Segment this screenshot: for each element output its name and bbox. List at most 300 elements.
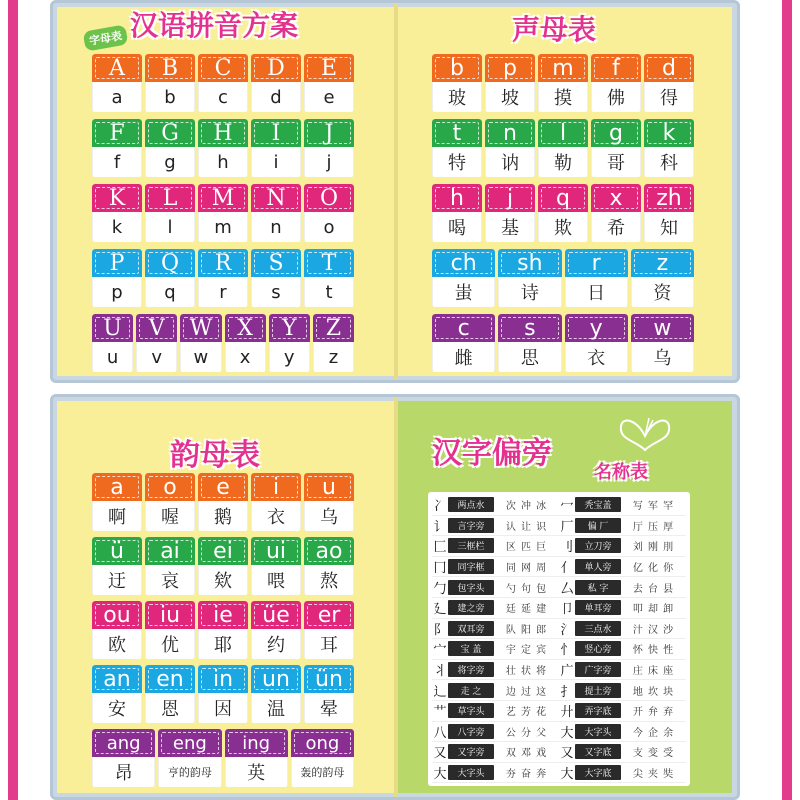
alphabet-lower: n	[251, 212, 301, 242]
radical-entry	[432, 639, 559, 658]
finals-cell	[158, 729, 221, 787]
radical-symbol: 勹	[433, 581, 447, 597]
radical-name: 竖心旁	[575, 641, 621, 656]
finals-upper: ing	[225, 729, 288, 757]
alphabet-upper: W	[180, 314, 221, 342]
initials-lower: 基	[485, 212, 535, 242]
initials-cell	[538, 119, 588, 177]
radical-symbol: 大	[560, 725, 574, 741]
radical-examples: 庄 床 座	[632, 666, 675, 678]
finals-upper: ao	[304, 537, 354, 565]
alphabet-cell	[92, 249, 142, 307]
radical-row	[432, 701, 686, 722]
finals-upper: in	[198, 665, 248, 693]
initials-lower: 衣	[565, 342, 628, 372]
radical-name: 又字旁	[448, 744, 494, 759]
alphabet-lower: e	[304, 82, 354, 112]
radical-name: 又字底	[575, 744, 621, 759]
radical-symbol: 亻	[560, 561, 574, 577]
initials-upper: g	[591, 119, 641, 147]
initials-cell	[565, 249, 628, 307]
initials-row	[432, 119, 694, 177]
finals-upper: an	[92, 665, 142, 693]
radical-name: 宝 盖	[448, 641, 494, 656]
alphabet-cell	[145, 249, 195, 307]
finals-cell	[251, 665, 301, 723]
alphabet-cell	[92, 184, 142, 242]
finals-cell	[291, 729, 354, 787]
finals-cell	[92, 729, 155, 787]
radical-entry	[559, 681, 686, 700]
radical-entry	[432, 536, 559, 555]
initials-lower: 知	[644, 212, 694, 242]
radical-examples: 去 台 县	[632, 583, 675, 595]
radical-row	[432, 577, 686, 598]
radical-examples: 地 坎 块	[632, 686, 675, 698]
radical-name: 提土旁	[575, 683, 621, 698]
radical-symbol: 讠	[433, 519, 447, 535]
alphabet-lower: i	[251, 147, 301, 177]
radical-name: 私 字	[575, 580, 621, 595]
alphabet-title: 汉语拼音方案	[130, 9, 299, 42]
finals-upper: ei	[198, 537, 248, 565]
finals-row	[92, 601, 354, 659]
initials-upper: p	[485, 54, 535, 82]
alphabet-upper: V	[136, 314, 177, 342]
finals-upper: ui	[251, 537, 301, 565]
initials-title: 声母表	[512, 13, 597, 46]
initials-cell	[498, 249, 561, 307]
alphabet-row	[92, 119, 354, 177]
initials-lower: 讷	[485, 147, 535, 177]
finals-lower: 轰的韵母	[291, 757, 354, 787]
finals-cell	[304, 601, 354, 659]
radical-entry	[559, 619, 686, 638]
alphabet-cell	[198, 184, 248, 242]
radical-examples: 壮 状 将	[505, 666, 548, 678]
radical-name: 弄字底	[575, 703, 621, 718]
radical-symbol: 刂	[560, 540, 574, 556]
radical-entry	[559, 639, 686, 658]
initials-cell	[631, 249, 694, 307]
initials-upper: r	[565, 249, 628, 277]
radical-name: 同字框	[448, 559, 494, 574]
radical-entry	[559, 598, 686, 617]
radical-entry	[432, 722, 559, 741]
alphabet-lower: q	[145, 277, 195, 307]
alphabet-upper: Z	[313, 314, 354, 342]
finals-upper: ong	[291, 729, 354, 757]
alphabet-upper: I	[251, 119, 301, 147]
initials-cell	[538, 184, 588, 242]
initials-upper: d	[644, 54, 694, 82]
finals-row	[92, 537, 354, 595]
radical-row	[432, 495, 686, 516]
radical-examples: 开 弁 弃	[632, 707, 675, 719]
radical-name: 大字头	[448, 765, 494, 780]
radical-row	[432, 598, 686, 619]
radical-symbol: 匚	[433, 540, 447, 556]
initials-cell	[591, 119, 641, 177]
initials-upper: y	[565, 314, 628, 342]
finals-upper: en	[145, 665, 195, 693]
radical-name: 建之旁	[448, 600, 494, 615]
alphabet-grid	[92, 54, 354, 372]
radical-examples: 区 匹 巨	[505, 542, 548, 554]
initials-lower: 喝	[432, 212, 482, 242]
finals-cell	[304, 665, 354, 723]
finals-lower: 乌	[304, 501, 354, 531]
initials-lower: 佛	[591, 82, 641, 112]
initials-cell	[644, 119, 694, 177]
finals-title: 韵母表	[170, 438, 260, 473]
radical-entry	[432, 763, 559, 782]
finals-row	[92, 665, 354, 723]
radical-row	[432, 516, 686, 537]
radical-symbol: 廾	[560, 705, 574, 721]
alphabet-upper: R	[198, 249, 248, 277]
finals-upper: a	[92, 473, 142, 501]
initials-upper: c	[432, 314, 495, 342]
finals-lower: 晕	[304, 693, 354, 723]
finals-lower: 温	[251, 693, 301, 723]
radical-entry	[559, 495, 686, 514]
finals-lower: 鹅	[198, 501, 248, 531]
alphabet-upper: D	[251, 54, 301, 82]
radicals-subtitle: 名称表	[594, 462, 648, 483]
finals-lower: 喔	[145, 501, 195, 531]
initials-cell	[565, 314, 628, 372]
alphabet-cell	[145, 54, 195, 112]
alphabet-upper: U	[92, 314, 133, 342]
initials-cell	[432, 119, 482, 177]
alphabet-cell	[304, 249, 354, 307]
finals-lower: 欸	[198, 565, 248, 595]
finals-lower: 优	[145, 629, 195, 659]
initials-lower: 摸	[538, 82, 588, 112]
finals-lower: 昂	[92, 757, 155, 787]
alphabet-lower: c	[198, 82, 248, 112]
initials-upper: l	[538, 119, 588, 147]
finals-lower: 迂	[92, 565, 142, 595]
alphabet-cell	[92, 314, 133, 372]
finals-cell	[198, 473, 248, 531]
radical-name: 大字头	[575, 724, 621, 739]
initials-row	[432, 249, 694, 307]
alphabet-lower: m	[198, 212, 248, 242]
alphabet-cell	[251, 184, 301, 242]
alphabet-upper: L	[145, 184, 195, 212]
alphabet-lower: r	[198, 277, 248, 307]
initials-cell	[591, 54, 641, 112]
radical-symbol: 厶	[560, 581, 574, 597]
initials-lower: 得	[644, 82, 694, 112]
radical-symbol: 扌	[560, 684, 574, 700]
radical-name: 草字头	[448, 703, 494, 718]
initials-cell	[432, 184, 482, 242]
alphabet-cell	[304, 54, 354, 112]
alphabet-upper: P	[92, 249, 142, 277]
finals-grid	[92, 473, 354, 787]
initials-cell	[591, 184, 641, 242]
initials-upper: t	[432, 119, 482, 147]
radical-row	[432, 619, 686, 640]
finals-cell	[145, 665, 195, 723]
initials-upper: zh	[644, 184, 694, 212]
initials-cell	[432, 54, 482, 112]
alphabet-cell	[251, 119, 301, 177]
alphabet-row	[92, 184, 354, 242]
initials-upper: n	[485, 119, 535, 147]
initials-grid	[432, 54, 694, 372]
finals-cell	[304, 537, 354, 595]
alphabet-tag: 字母表	[83, 24, 129, 51]
alphabet-upper: Q	[145, 249, 195, 277]
radical-name: 八字旁	[448, 724, 494, 739]
radical-row	[432, 639, 686, 660]
radical-entry	[559, 701, 686, 720]
initials-cell	[432, 314, 495, 372]
left-border	[8, 0, 18, 800]
radical-symbol: 卩	[560, 602, 574, 618]
alphabet-lower: p	[92, 277, 142, 307]
alphabet-lower: u	[92, 342, 133, 372]
radical-row	[432, 557, 686, 578]
alphabet-lower: b	[145, 82, 195, 112]
alphabet-cell	[225, 314, 266, 372]
finals-upper: ü	[92, 537, 142, 565]
finals-upper: o	[145, 473, 195, 501]
radical-examples: 支 变 受	[632, 748, 675, 760]
alphabet-cell	[251, 249, 301, 307]
radical-symbol: 丬	[433, 664, 447, 680]
initials-lower: 雌	[432, 342, 495, 372]
radical-examples: 汁 汉 沙	[632, 624, 675, 636]
radical-entry	[432, 681, 559, 700]
radical-examples: 次 冲 冰	[505, 501, 548, 513]
radical-row	[432, 660, 686, 681]
radical-name: 包字头	[448, 580, 494, 595]
radical-examples: 亿 化 你	[632, 563, 675, 575]
alphabet-upper: O	[304, 184, 354, 212]
alphabet-upper: M	[198, 184, 248, 212]
radical-symbol: 忄	[560, 643, 574, 659]
alphabet-row	[92, 314, 354, 372]
radical-name: 秃宝盖	[575, 497, 621, 512]
alphabet-upper: S	[251, 249, 301, 277]
radical-symbol: 宀	[433, 643, 447, 659]
right-border	[782, 0, 792, 800]
radicals-list	[428, 492, 690, 786]
alphabet-cell	[198, 54, 248, 112]
alphabet-lower: d	[251, 82, 301, 112]
radical-symbol: 大	[560, 767, 574, 783]
finals-upper: eng	[158, 729, 221, 757]
radical-examples: 夯 奋 奔	[505, 769, 548, 781]
alphabet-lower: l	[145, 212, 195, 242]
finals-lower: 亨的韵母	[158, 757, 221, 787]
radical-entry	[432, 516, 559, 535]
finals-lower: 欧	[92, 629, 142, 659]
radical-row	[432, 536, 686, 557]
finals-lower: 喂	[251, 565, 301, 595]
finals-cell	[92, 665, 142, 723]
initials-lower: 日	[565, 277, 628, 307]
radical-entry	[432, 701, 559, 720]
radical-name: 走 之	[448, 683, 494, 698]
initials-upper: z	[631, 249, 694, 277]
initials-cell	[432, 249, 495, 307]
alphabet-lower: j	[304, 147, 354, 177]
finals-upper: ang	[92, 729, 155, 757]
alphabet-cell	[145, 184, 195, 242]
finals-cell	[92, 601, 142, 659]
alphabet-upper: B	[145, 54, 195, 82]
finals-upper: ie	[198, 601, 248, 629]
radical-row	[432, 722, 686, 743]
finals-row	[92, 729, 354, 787]
finals-lower: 约	[251, 629, 301, 659]
finals-cell	[251, 601, 301, 659]
finals-lower: 因	[198, 693, 248, 723]
radical-symbol: 阝	[433, 622, 447, 638]
finals-upper: u	[304, 473, 354, 501]
radical-name: 单人旁	[575, 559, 621, 574]
radical-entry	[432, 742, 559, 761]
alphabet-upper: F	[92, 119, 142, 147]
finals-upper: un	[251, 665, 301, 693]
radical-entry	[432, 619, 559, 638]
alphabet-cell	[92, 119, 142, 177]
finals-upper: ün	[304, 665, 354, 693]
radical-examples: 尖 夹 奘	[632, 769, 675, 781]
initials-upper: sh	[498, 249, 561, 277]
radical-symbol: 又	[560, 746, 574, 762]
finals-upper: ou	[92, 601, 142, 629]
radical-symbol: 冖	[560, 499, 574, 515]
alphabet-row	[92, 249, 354, 307]
radical-examples: 边 过 这	[505, 686, 548, 698]
radical-symbol: 大	[433, 767, 447, 783]
alphabet-cell	[145, 119, 195, 177]
radical-row	[432, 742, 686, 763]
finals-lower: 恩	[145, 693, 195, 723]
radical-examples: 认 让 识	[505, 521, 548, 533]
radical-name: 三框栏	[448, 538, 494, 553]
initials-lower: 勒	[538, 147, 588, 177]
alphabet-cell	[198, 249, 248, 307]
radical-symbol: 冂	[433, 561, 447, 577]
initials-upper: b	[432, 54, 482, 82]
alphabet-lower: y	[269, 342, 310, 372]
alphabet-upper: A	[92, 54, 142, 82]
alphabet-lower: k	[92, 212, 142, 242]
radical-symbol: 氵	[560, 622, 574, 638]
finals-cell	[198, 537, 248, 595]
initials-cell	[631, 314, 694, 372]
radical-examples: 叩 却 卸	[632, 604, 675, 616]
initials-upper: h	[432, 184, 482, 212]
radical-examples: 同 网 周	[505, 563, 548, 575]
butterfly-icon	[615, 410, 675, 454]
finals-cell	[145, 473, 195, 531]
radical-name: 单耳旁	[575, 600, 621, 615]
radical-entry	[432, 598, 559, 617]
radical-symbol: 艹	[433, 705, 447, 721]
alphabet-row	[92, 54, 354, 112]
finals-cell	[251, 473, 301, 531]
finals-cell	[198, 601, 248, 659]
initials-upper: q	[538, 184, 588, 212]
alphabet-lower: t	[304, 277, 354, 307]
radical-examples: 厅 压 厚	[632, 521, 675, 533]
radical-entry	[432, 557, 559, 576]
radical-entry	[559, 578, 686, 597]
finals-cell	[92, 473, 142, 531]
radical-entry	[432, 578, 559, 597]
radical-symbol: 八	[433, 725, 447, 741]
initials-lower: 哥	[591, 147, 641, 177]
alphabet-upper: H	[198, 119, 248, 147]
alphabet-cell	[313, 314, 354, 372]
finals-cell	[198, 665, 248, 723]
radical-entry	[559, 516, 686, 535]
initials-row	[432, 54, 694, 112]
radical-entry	[559, 660, 686, 679]
initials-cell	[538, 54, 588, 112]
alphabet-cell	[269, 314, 310, 372]
initials-upper: f	[591, 54, 641, 82]
radical-examples: 怀 快 性	[632, 645, 675, 657]
alphabet-lower: x	[225, 342, 266, 372]
alphabet-cell	[251, 54, 301, 112]
alphabet-cell	[304, 119, 354, 177]
alphabet-upper: K	[92, 184, 142, 212]
radical-entry	[432, 660, 559, 679]
alphabet-upper: J	[304, 119, 354, 147]
alphabet-lower: g	[145, 147, 195, 177]
alphabet-cell	[180, 314, 221, 372]
alphabet-upper: E	[304, 54, 354, 82]
initials-lower: 欺	[538, 212, 588, 242]
initials-upper: m	[538, 54, 588, 82]
radical-symbol: 厂	[560, 519, 574, 535]
initials-lower: 诗	[498, 277, 561, 307]
alphabet-upper: C	[198, 54, 248, 82]
radical-examples: 公 分 父	[505, 727, 548, 739]
radical-entry	[559, 742, 686, 761]
finals-lower: 衣	[251, 501, 301, 531]
radical-name: 两点水	[448, 497, 494, 512]
initials-upper: w	[631, 314, 694, 342]
alphabet-lower: v	[136, 342, 177, 372]
radical-symbol: 广	[560, 664, 574, 680]
radical-row	[432, 680, 686, 701]
radical-symbol: 辶	[433, 684, 447, 700]
radical-name: 立刀旁	[575, 538, 621, 553]
initials-cell	[485, 184, 535, 242]
radical-name: 将字旁	[448, 662, 494, 677]
initials-cell	[498, 314, 561, 372]
radical-examples: 今 企 余	[632, 727, 675, 739]
initials-lower: 思	[498, 342, 561, 372]
finals-upper: iu	[145, 601, 195, 629]
alphabet-upper: X	[225, 314, 266, 342]
alphabet-cell	[198, 119, 248, 177]
finals-lower: 耳	[304, 629, 354, 659]
initials-lower: 玻	[432, 82, 482, 112]
radical-examples: 宇 定 宾	[505, 645, 548, 657]
